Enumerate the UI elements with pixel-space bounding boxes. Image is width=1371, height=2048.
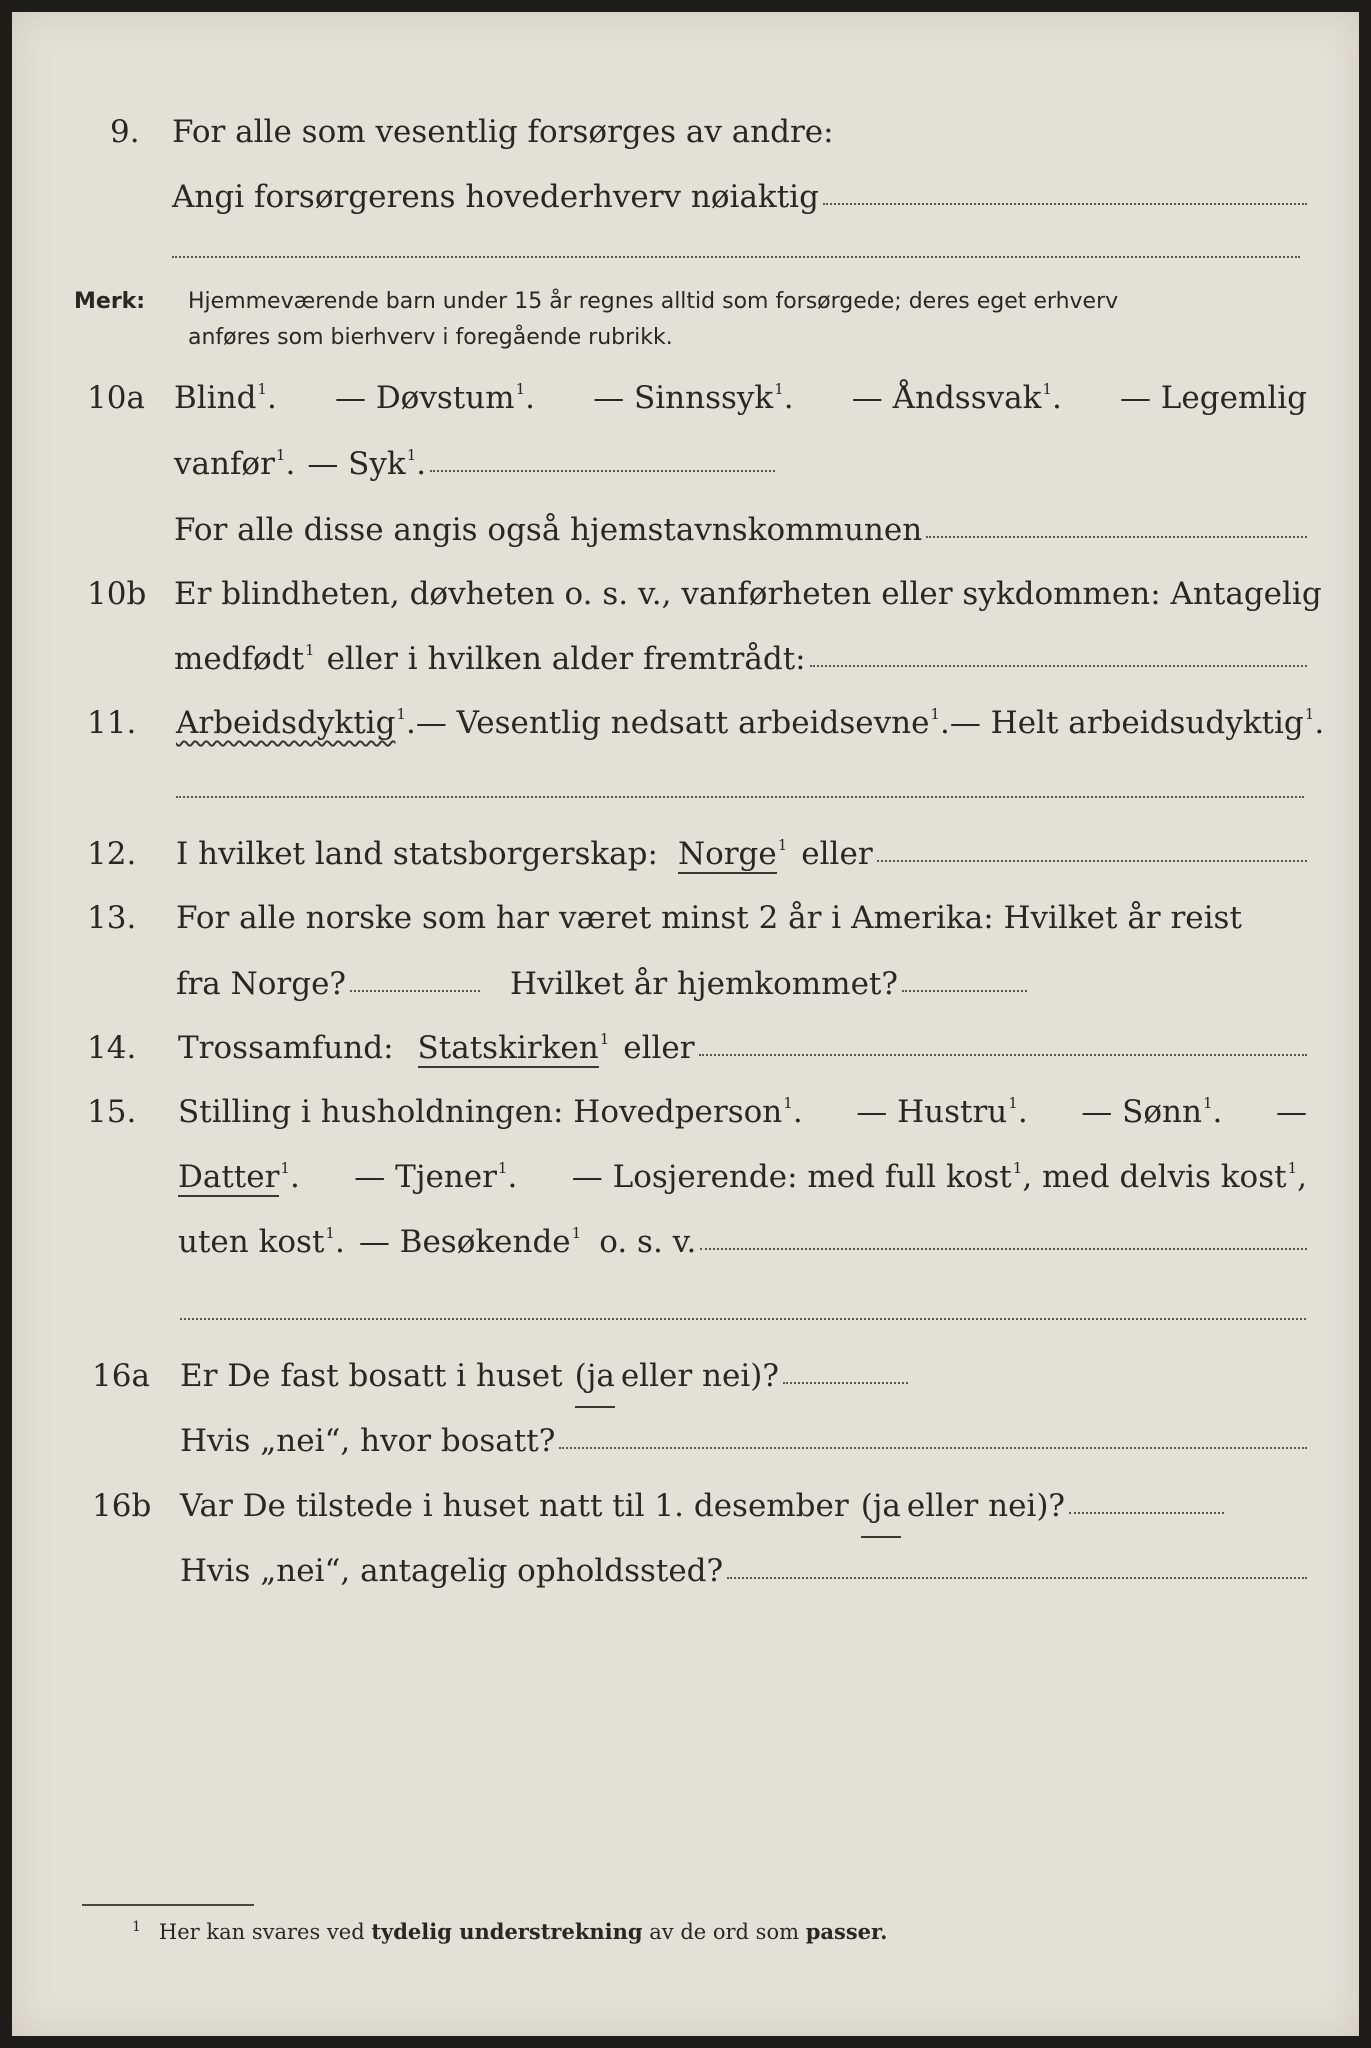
question-16b-line2	[12, 1541, 1359, 1601]
question-text: For alle disse angis også hjemstavnskommunen	[174, 512, 923, 548]
answer-field[interactable]	[926, 536, 1307, 538]
answer-field[interactable]	[699, 1054, 1307, 1056]
answer-field[interactable]	[727, 1577, 1307, 1579]
question-text: Er De fast bosatt i huset	[180, 1358, 563, 1394]
option-uten-kost: uten kost$^1$.	[178, 1224, 345, 1260]
answer-field[interactable]	[559, 1447, 1307, 1449]
option-norge-selected: Norge$^1$	[677, 836, 788, 872]
question-text: eller nei)?	[620, 1358, 779, 1394]
question-9-line2	[12, 167, 1359, 227]
question-text: For alle norske som har været minst 2 år i Amerika: Hvilket år reist	[176, 900, 1242, 936]
option-vanfor: vanfør$^1$.	[174, 446, 296, 482]
question-text: Hvilket år hjemkommet?	[510, 966, 899, 1002]
question-10a	[12, 368, 1359, 428]
answer-field[interactable]	[823, 203, 1307, 205]
footnote-marker: 1	[132, 1919, 141, 1935]
dash: —	[1275, 1094, 1307, 1130]
option-syk: — Syk$^1$.	[307, 446, 427, 482]
question-text: I hvilket land statsborgerskap:	[176, 836, 658, 872]
question-text: eller	[801, 836, 873, 872]
question-10b	[12, 564, 1359, 624]
answer-field[interactable]	[783, 1382, 908, 1384]
footnote: $^1$ Her kan svares ved tydelig understrekning av de ord som passer.	[132, 1919, 888, 1944]
question-10b-line2	[12, 629, 1359, 689]
question-text: Var De tilstede i huset natt til 1. desember	[180, 1488, 849, 1524]
option-arbeidsdyktig-selected: Arbeidsdyktig$^1$.	[176, 705, 416, 741]
question-number: 15.	[87, 1094, 137, 1130]
question-16a	[12, 1346, 1359, 1406]
question-13-line2	[12, 954, 1359, 1014]
note-text-line2: anføres som bierhverv i foregående rubrikk.	[188, 325, 673, 350]
option-nedsatt-arbeidsevne: — Vesentlig nedsatt arbeidsevne$^1$.	[415, 705, 950, 741]
footnote-rule	[82, 1904, 254, 1906]
question-text: eller	[623, 1030, 695, 1066]
question-9	[12, 102, 1359, 162]
question-15	[12, 1082, 1359, 1142]
question-14	[12, 1018, 1359, 1078]
question-number: 12.	[87, 836, 137, 872]
question-number: 9.	[110, 114, 140, 150]
question-number: 14.	[87, 1030, 137, 1066]
answer-field[interactable]	[430, 470, 775, 472]
question-text: For alle som vesentlig forsørges av andre:	[172, 114, 834, 150]
option-full-kost: — Losjerende: med full kost$^1$, med delvis kost$^1$,	[571, 1159, 1307, 1195]
question-number: 16a	[92, 1358, 150, 1394]
option-medfodt: medfødt$^1$	[174, 641, 315, 677]
answer-field[interactable]	[176, 796, 1304, 798]
census-form-page	[12, 12, 1359, 2036]
question-number: 11.	[87, 705, 137, 741]
question-number: 16b	[92, 1488, 152, 1524]
question-number: 10b	[87, 576, 147, 612]
question-16b	[12, 1476, 1359, 1536]
option-sinnssyk: — Sinnssyk$^1$.	[593, 380, 794, 416]
option-datter-selected: Datter$^1$.	[178, 1159, 300, 1195]
question-text: eller nei)?	[906, 1488, 1066, 1524]
answer-field[interactable]	[810, 665, 1307, 667]
question-text: o. s. v.	[599, 1224, 697, 1260]
option-ja-selected: (ja	[575, 1346, 615, 1408]
answer-field[interactable]	[700, 1248, 1307, 1250]
answer-field[interactable]	[877, 860, 1307, 862]
question-text: Angi forsørgerens hovederhverv nøiaktig	[172, 179, 819, 215]
question-text: Trossamfund:	[178, 1030, 394, 1066]
question-15-line3	[12, 1212, 1359, 1272]
option-ja-selected: (ja	[861, 1476, 901, 1538]
question-text: Er blindheten, døvheten o. s. v., vanførheten eller sykdommen: Antagelig	[174, 576, 1322, 612]
option-legemlig: — Legemlig	[1119, 380, 1307, 416]
option-tjener: — Tjener$^1$.	[354, 1159, 518, 1195]
answer-field[interactable]	[1069, 1512, 1224, 1514]
question-text: fra Norge?	[176, 966, 347, 1002]
question-10a-line3	[12, 500, 1359, 560]
option-andssvak: — Åndssvak$^1$.	[851, 380, 1062, 416]
question-12	[12, 824, 1359, 884]
question-text: Hvis „nei“, hvor bosatt?	[180, 1423, 556, 1459]
question-text: eller i hvilken alder fremtrådt:	[326, 641, 806, 677]
question-number: 13.	[87, 900, 137, 936]
question-13	[12, 888, 1359, 948]
question-15-line2	[12, 1147, 1359, 1207]
option-statskirken-selected: Statskirken$^1$	[417, 1030, 610, 1066]
option-arbeidsudyktig: — Helt arbeidsudyktig$^1$.	[949, 705, 1325, 741]
question-text: Hvis „nei“, antagelig opholdssted?	[180, 1553, 724, 1589]
question-10a-line2	[12, 434, 1359, 494]
option-dovstum: — Døvstum$^1$.	[334, 380, 535, 416]
note-label: Merk:	[74, 289, 146, 314]
option-blind: Blind$^1$.	[174, 380, 277, 416]
answer-field-hjemkommet[interactable]	[902, 990, 1027, 992]
option-besokende: — Besøkende$^1$	[358, 1224, 582, 1260]
answer-field-extra[interactable]	[172, 256, 1300, 258]
option-hustru: — Hustru$^1$.	[856, 1094, 1028, 1130]
question-16a-line2	[12, 1411, 1359, 1471]
note-text-line1: Hjemmeværende barn under 15 år regnes alltid som forsørgede; deres eget erhverv	[188, 289, 1119, 314]
option-sonn: — Sønn$^1$.	[1081, 1094, 1223, 1130]
question-number: 10a	[87, 380, 145, 416]
question-11	[12, 693, 1359, 753]
answer-field-reist[interactable]	[350, 990, 480, 992]
option-hovedperson: Stilling i husholdningen: Hovedperson$^1$.	[178, 1094, 803, 1130]
answer-field-extra[interactable]	[180, 1318, 1306, 1320]
